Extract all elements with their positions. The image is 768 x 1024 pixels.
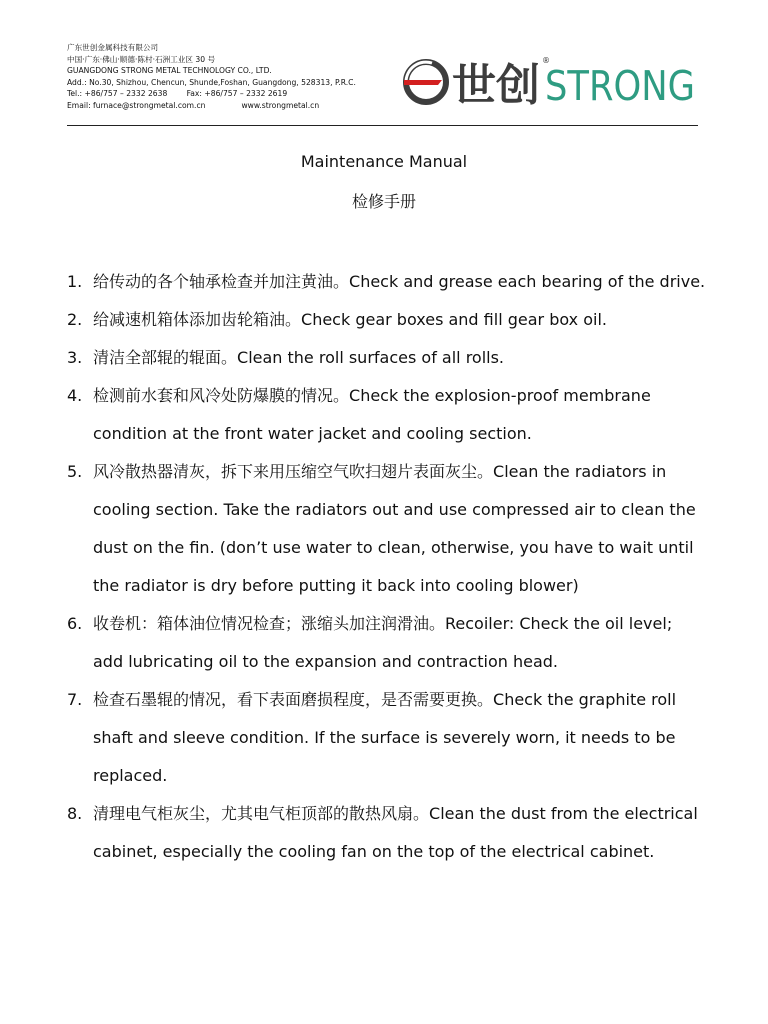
maintenance-item [67, 263, 707, 301]
maintenance-item [67, 301, 707, 339]
maintenance-item [67, 377, 707, 453]
item-text-en: Clean the roll surfaces of all rolls. [237, 348, 505, 367]
item-text-en: Clean the radiators in cooling section. Take the radiators out and use compressed air to clean the dust on the fin. (don’t use water to clean, otherwise, you have to wait until the radiator is dry before putting it back into cooling blower) [93, 462, 696, 595]
item-text-en: Recoiler: Check the oil level; add lubricating oil to the expansion and contraction head. [93, 614, 673, 671]
logo-emblem-icon [404, 62, 446, 102]
item-number: 6. [67, 614, 83, 633]
item-text-zh: 给减速机箱体添加齿轮箱油。 [93, 310, 302, 329]
item-number: 1. [67, 272, 83, 291]
item-text-en: Check the explosion-proof membrane condition at the front water jacket and cooling section. [93, 386, 651, 443]
company-name-cn: 广东世创金属科技有限公司 [67, 43, 159, 52]
item-text-zh: 清洁全部辊的辊面。 [93, 348, 238, 367]
email-link[interactable]: Email: furnace@strongmetal.com.cn [67, 100, 206, 110]
address-cn: 中国·广东·佛山·顺德·陈村·石洲工业区 30 号 [67, 54, 216, 64]
website-link[interactable]: www.strongmetal.cn [241, 100, 320, 110]
header-divider [67, 125, 698, 126]
maintenance-item [67, 681, 707, 795]
maintenance-list [67, 263, 707, 871]
item-number: 4. [67, 386, 83, 405]
item-text-zh: 清理电气柜灰尘，尤其电气柜顶部的散热风扇。 [93, 804, 430, 823]
item-text-en: Check the graphite roll shaft and sleeve condition. If the surface is severely worn, it needs to be replaced. [93, 690, 677, 785]
contact-row [67, 100, 356, 112]
item-number: 3. [67, 348, 83, 367]
item-number: 8. [67, 804, 83, 823]
address-en: Add.: No.30, Shizhou, Chencun, Shunde,Foshan, Guangdong, 528313, P.R.C. [67, 77, 356, 87]
page-title-zh: 检修手册 [351, 192, 416, 211]
item-text-zh: 给传动的各个轴承检查并加注黄油。 [93, 272, 350, 291]
item-text-en: Clean the dust from the electrical cabinet, especially the cooling fan on the top of the electrical cabinet. [93, 804, 698, 861]
maintenance-item [67, 339, 707, 377]
maintenance-item [67, 605, 707, 681]
logo-text-en: STRONG [545, 62, 695, 110]
company-logo [402, 54, 698, 110]
letterhead-info [67, 42, 356, 112]
item-text-zh: 检测前水套和风冷处防爆膜的情况。 [93, 386, 350, 405]
item-number: 7. [67, 690, 83, 709]
item-text-zh: 风冷散热器清灰，拆下来用压缩空气吹扫翅片表面灰尘。 [93, 462, 494, 481]
logo-text-cn: 世创 [452, 60, 540, 111]
maintenance-item [67, 453, 707, 605]
maintenance-item [67, 795, 707, 871]
item-text-en: Check and grease each bearing of the drive. [349, 272, 706, 291]
registered-mark: ® [542, 56, 550, 65]
item-text-en: Check gear boxes and fill gear box oil. [301, 310, 607, 329]
item-text-zh: 收卷机：箱体油位情况检查；涨缩头加注润滑油。 [93, 614, 446, 633]
page-title-en: Maintenance Manual [300, 152, 468, 171]
item-text-zh: 检查石墨辊的情况，看下表面磨损程度，是否需要更换。 [93, 690, 494, 709]
item-number: 5. [67, 462, 83, 481]
item-number: 2. [67, 310, 83, 329]
tel-fax: Tel.: +86/757 – 2332 2638 Fax: +86/757 – 2332 2619 [67, 89, 288, 99]
company-name-en: GUANGDONG STRONG METAL TECHNOLOGY CO., LTD. [67, 66, 272, 76]
